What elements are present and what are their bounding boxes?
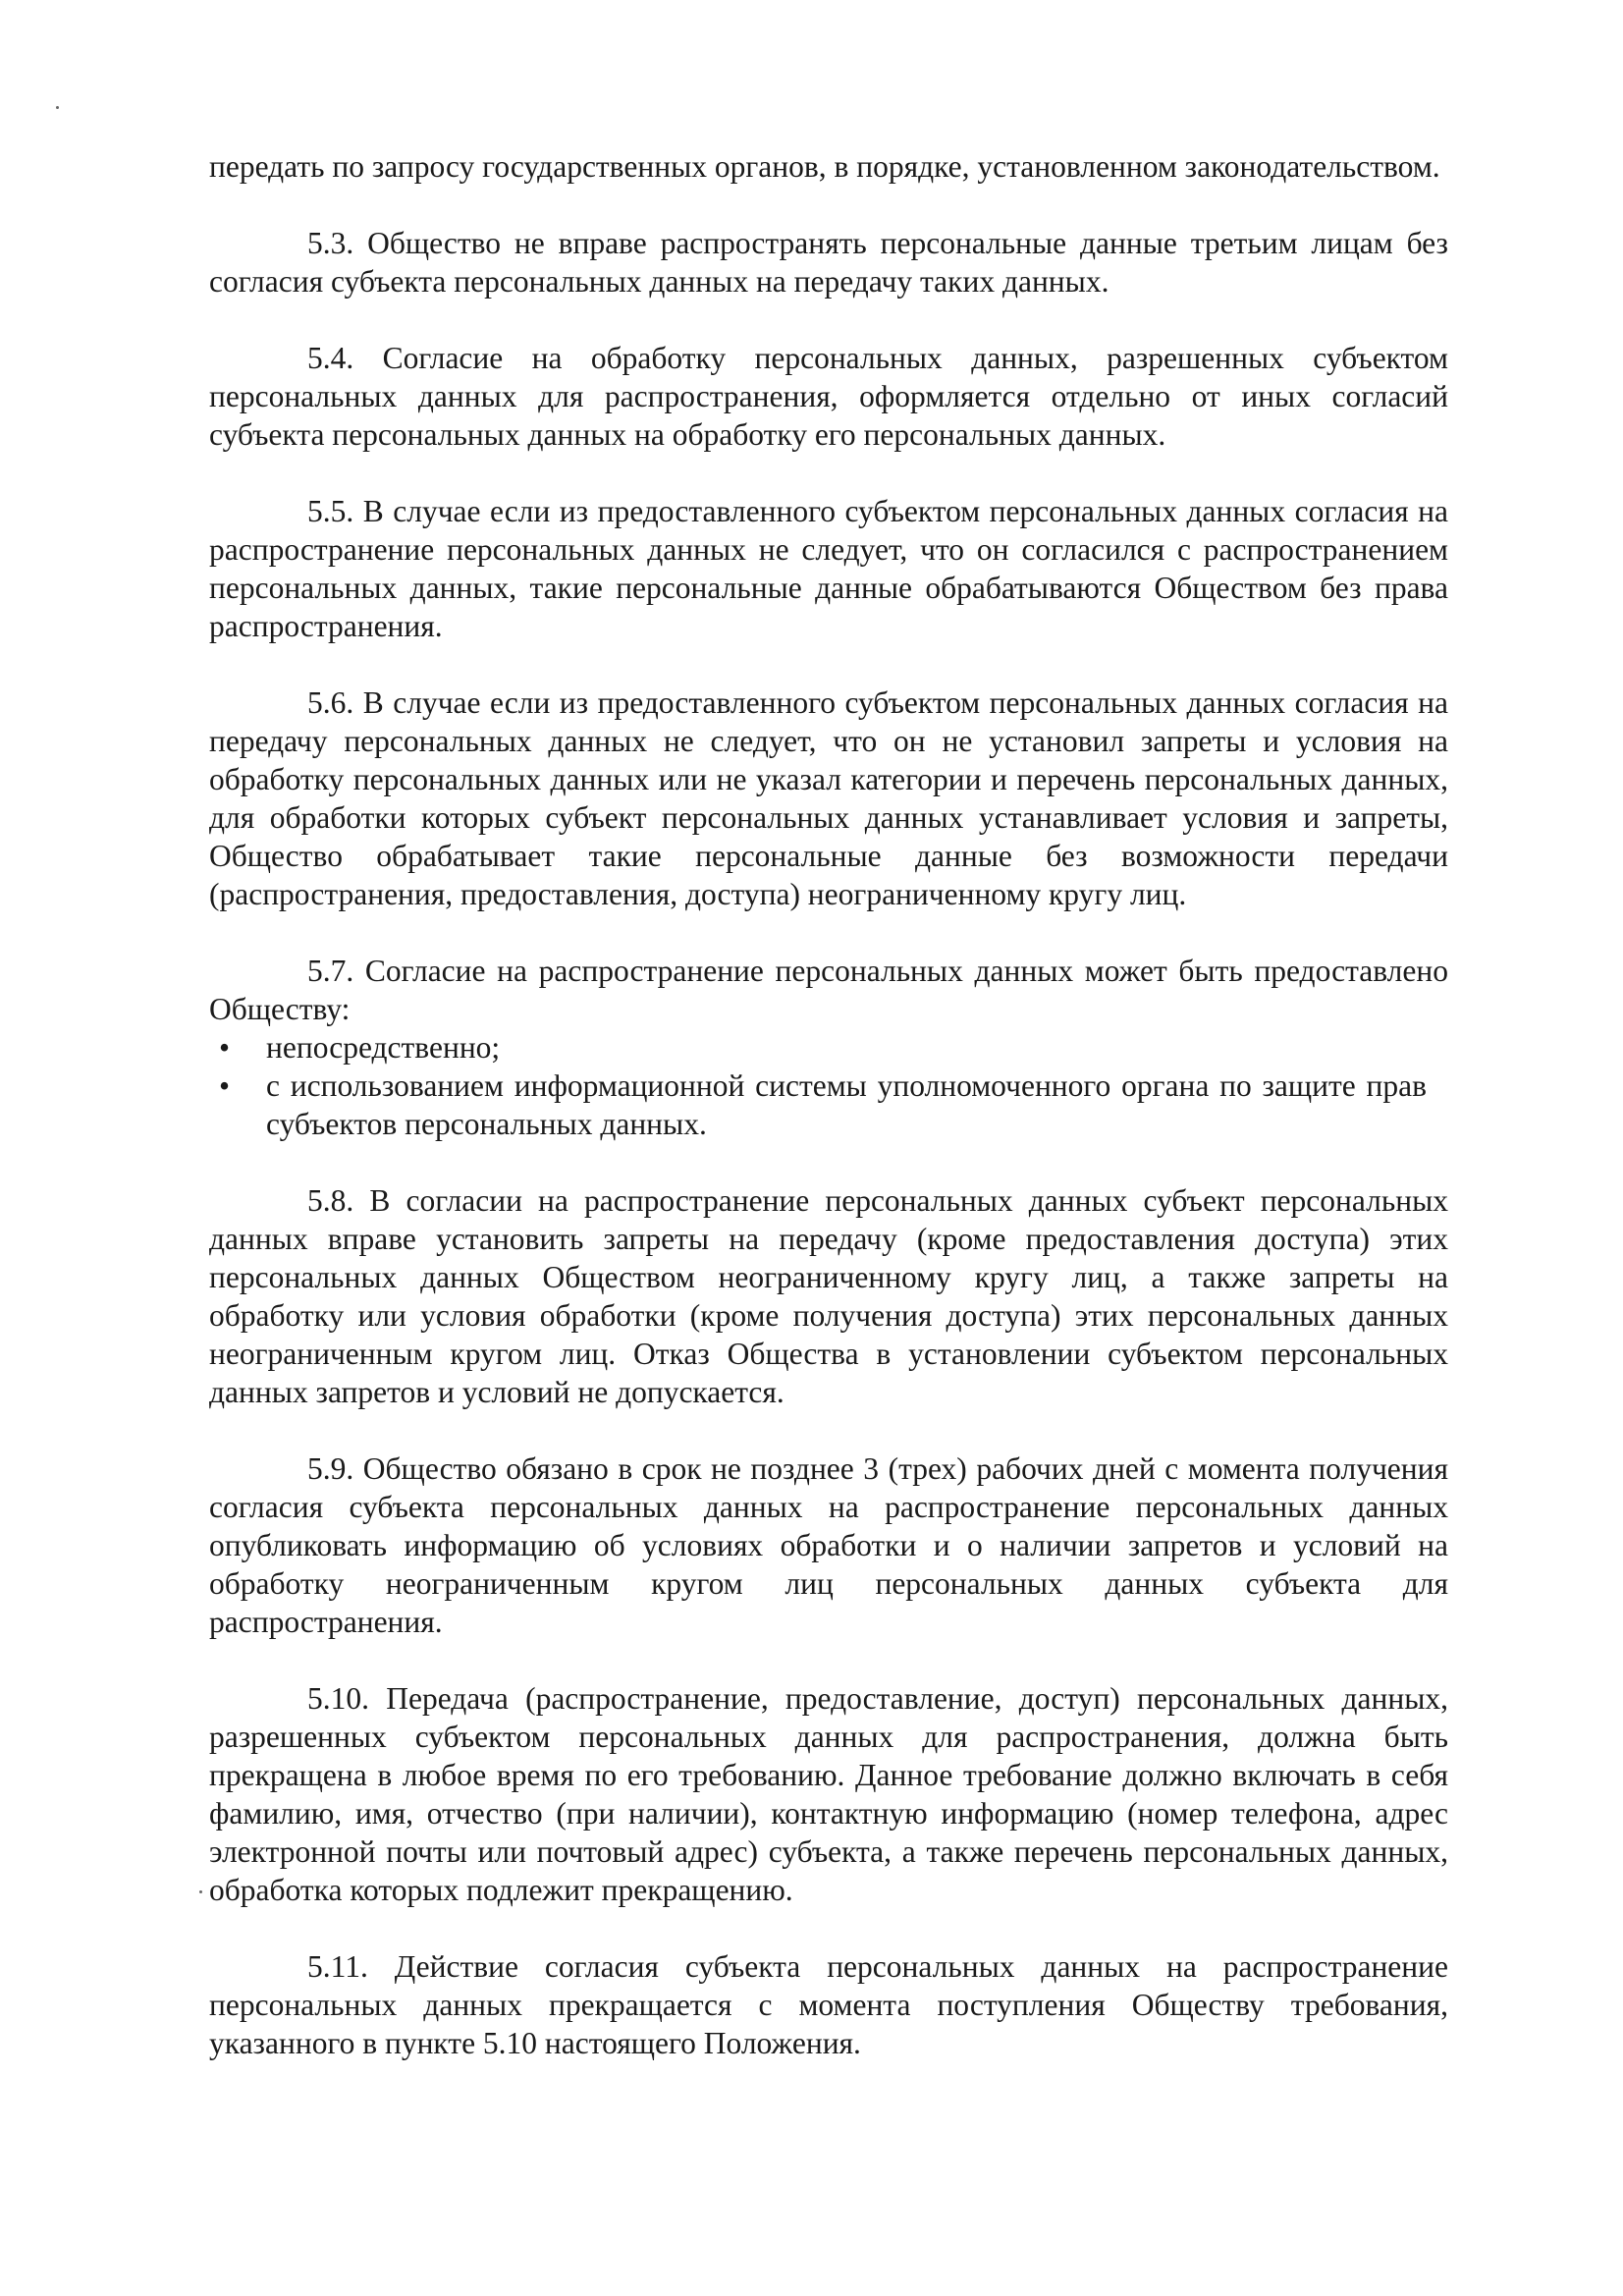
- list-item: [209, 1066, 1448, 1143]
- list-item: [209, 1028, 1448, 1066]
- bullet-list-5-7: [209, 1028, 1448, 1143]
- paragraph-5-4: 5.4. Согласие на обработку персональных данных, разрешенных субъектом персональных данных для распространения, оформляется отдельно от иных согласий субъекта персональных данных на обработку его персональных данных.: [209, 341, 1448, 452]
- paragraph-intro: передать по запросу государственных органов, в порядке, установленном законодательством.: [209, 149, 1440, 184]
- paragraph-5-10: 5.10. Передача (распространение, предоставление, доступ) персональных данных, разрешенных субъектом персональных данных для распространения, должна быть прекращена в любое время по его требованию. Данное требование должно включать в себя фамилию, имя, отчество (при наличии), контактную информацию (номер телефона, адрес электронной почты или почтовый адрес) субъекта, а также перечень персональных данных, обработка которых подлежит прекращению.: [209, 1681, 1448, 1907]
- scan-speck: [56, 106, 59, 109]
- paragraph-5-9: 5.9. Общество обязано в срок не позднее 3 (трех) рабочих дней с момента получения согласия субъекта персональных данных на распространение персональных данных опубликовать информацию об условиях обработки и о наличии запретов и условий на обработку неограниченным кругом лиц персональных данных субъекта для распространения.: [209, 1451, 1448, 1639]
- paragraph-5-11: 5.11. Действие согласия субъекта персональных данных на распространение персональных данных прекращается с момента поступления Обществу требования, указанного в пункте 5.10 настоящего Положения.: [209, 1949, 1448, 2060]
- document-page: [209, 147, 1448, 2101]
- paragraph-5-8: 5.8. В согласии на распространение персональных данных субъект персональных данных вправе установить запреты на передачу (кроме предоставления доступа) этих персональных данных Обществом неограниченному кругу лиц, а также запреты на обработку или условия обработки (кроме получения доступа) этих персональных данных неограниченным кругом лиц. Отказ Общества в установлении субъектом персональных данных запретов и условий не допускается.: [209, 1183, 1448, 1409]
- paragraph-5-5: 5.5. В случае если из предоставленного субъектом персональных данных согласия на распространение персональных данных не следует, что он согласился с распространением персональных данных, такие персональные данные обрабатываются Обществом без права распространения.: [209, 494, 1448, 643]
- list-item-text: с использованием информационной системы уполномоченного органа по защите прав субъектов персональных данных.: [266, 1068, 1427, 1141]
- bullet-icon: •: [219, 1068, 231, 1103]
- paragraph-5-6: 5.6. В случае если из предоставленного субъектом персональных данных согласия на передачу персональных данных не следует, что он не установил запреты и условия на обработку персональных данных или не указал категории и перечень персональных данных, для обработки которых субъект персональных данных устанавливает условия и запреты, Общество обрабатывает такие персональные данные без возможности передачи (распространения, предоставления, доступа) неограниченному кругу лиц.: [209, 685, 1448, 911]
- paragraph-5-7: 5.7. Согласие на распространение персональных данных может быть предоставлено Обществу:: [209, 954, 1448, 1026]
- paragraph-5-3: 5.3. Общество не вправе распространять персональные данные третьим лицам без согласия субъекта персональных данных на передачу таких данных.: [209, 226, 1448, 299]
- list-item-text: непосредственно;: [266, 1030, 501, 1065]
- bullet-icon: •: [219, 1030, 231, 1065]
- scan-speck: [199, 1890, 202, 1893]
